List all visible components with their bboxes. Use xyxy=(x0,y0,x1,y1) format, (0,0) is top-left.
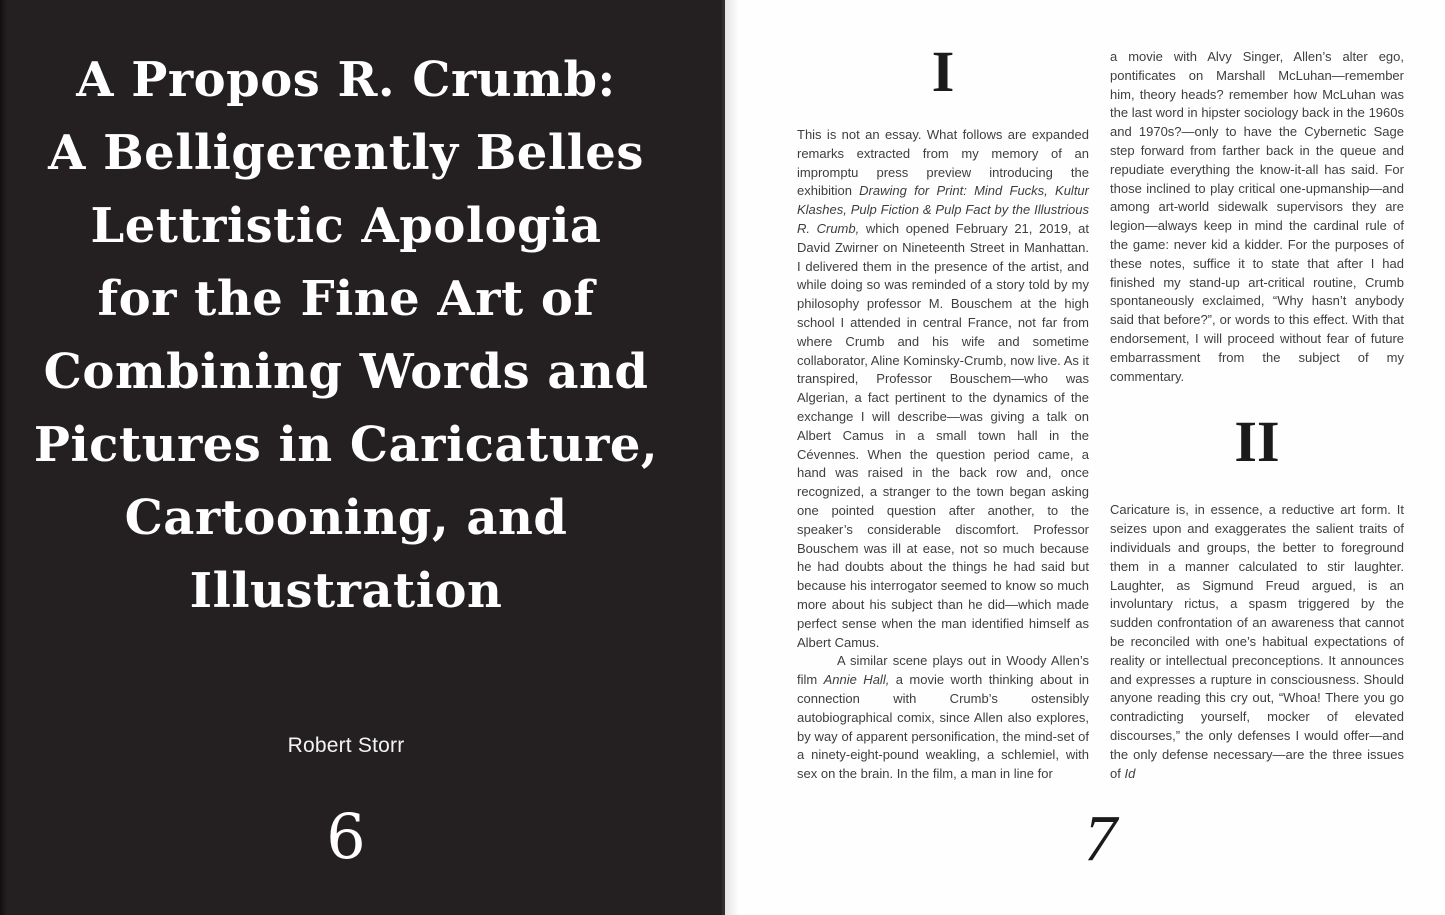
chapter-title xyxy=(0,44,692,628)
title-line: Cartooning, and xyxy=(124,490,568,546)
text-column-left xyxy=(797,40,1089,784)
paragraph-3 xyxy=(1110,501,1404,783)
paragraph-2-continued xyxy=(1110,48,1404,386)
paragraph-text: a movie worth thinking about in connection with Crumb’s ostensibly autobiographical comix, since Allen also explores, by way of apparent personification, the mind-set of a ninety-eight-pound weakling, a schlemiel, with sex on the brain. In the film, a man in line for xyxy=(797,672,1089,782)
paragraph-2 xyxy=(797,652,1089,784)
left-page xyxy=(0,0,722,915)
section-2-heading: II xyxy=(1234,409,1280,475)
author-name: Robert Storr xyxy=(287,734,405,757)
right-page-number: 7 xyxy=(1084,802,1117,875)
paragraph-text: This is not an essay. What follows are expanded remarks extracted from my memory of an impromptu press preview introducing the exhibition xyxy=(797,127,1089,199)
paragraph-text: a movie with Alvy Singer, Allen’s alter ego, pontificates on Marshall McLuhan—remember him, theory heads? remember how McLuhan was the last word in hipster sociology back in the 1960s and 1970s?—only to have the Cybernetic Sage step forward from farther back in the queue and repudiate everything the know-it-all has said. For those inclined to play critical one-upmanship—and among art-world sidewalk supervisors they are legion—always keep in mind the cardinal rule of the game: never kid a kidder. For the purposes of these notes, suffice it to state that after I had finished my stand-up art-critical routine, Crumb spontaneously exclaimed, “Why hasn’t anybody said that before?”, or words to this effect. With that endorsement, I will proceed without fear of future embarrassment from the subject of my commentary. xyxy=(1110,49,1404,384)
paragraph-1 xyxy=(797,126,1089,652)
paragraph-text: A similar scene plays out in Woody Allen’s film xyxy=(797,653,1089,688)
title-line: Pictures in Caricature, xyxy=(33,417,659,473)
title-line: Combining Words and xyxy=(43,344,649,400)
title-line: Lettristic Apologia xyxy=(90,198,602,254)
section-1-heading: I xyxy=(931,39,955,104)
title-line: for the Fine Art of xyxy=(97,271,595,327)
publication-title-italic: Id xyxy=(1124,765,1136,781)
text-column-right xyxy=(1110,40,1404,783)
title-line: Illustration xyxy=(189,563,503,619)
left-page-number: 6 xyxy=(326,800,366,873)
right-page xyxy=(722,0,1445,915)
title-line: A Propos R. Crumb: xyxy=(76,52,616,108)
exhibition-title-italic: Drawing for Print: Mind Fucks, Kultur Klashes, Pulp Fiction & Pulp Fact by the Illustrious R. Crumb, xyxy=(797,183,1089,236)
paragraph-text: which opened February 21, 2019, at David Zwirner on Nineteenth Street in Manhattan. I delivered them in the presence of the artist, and while doing so was reminded of a story told by my philosophy professor M. Bouschem at the high school I attended in central France, not far from where Crumb and his wife and sometime collaborator, Aline Kominsky-Crumb, now live. As it transpired, Professor Bouschem—who was Algerian, a fact pertinent to the dynamics of the exchange I will describe—was giving a talk on Albert Camus in a small town hall in the Cévennes. When the question period came, a hand was raised in the back row and, once recognized, a stranger to the town began asking one pointed question after another, to the speaker’s considerable discomfort. Professor Bouschem was ill at ease, not so much because he had doubts about the things he had said but because his interrogator seemed to know so much more about his subject than he did—which made perfect sense when the man identified himself as Albert Camus. xyxy=(797,220,1089,650)
paragraph-text: Caricature is, in essence, a reductive art form. It seizes upon and exaggerates the salient traits of individuals and groups, the better to foreground them in a manner calculated to stir laughter. Laughter, as Sigmund Freud argued, is an involuntary rictus, a spasm triggered by the sudden confrontation of an awareness that cannot be reconciled with one’s habitual expectations of reality or intellectual preconceptions. It announces and expresses a rupture in consciousness. Should anyone reading this cry out, “Whoa! There you go contradicting yourself, mocker of elevated discourses,” the only defenses I would offer—and the only defense necessary—are the three issues of xyxy=(1110,502,1404,781)
title-line: A Belligerently Belles xyxy=(48,125,644,181)
film-title-italic: Annie Hall, xyxy=(823,672,890,688)
